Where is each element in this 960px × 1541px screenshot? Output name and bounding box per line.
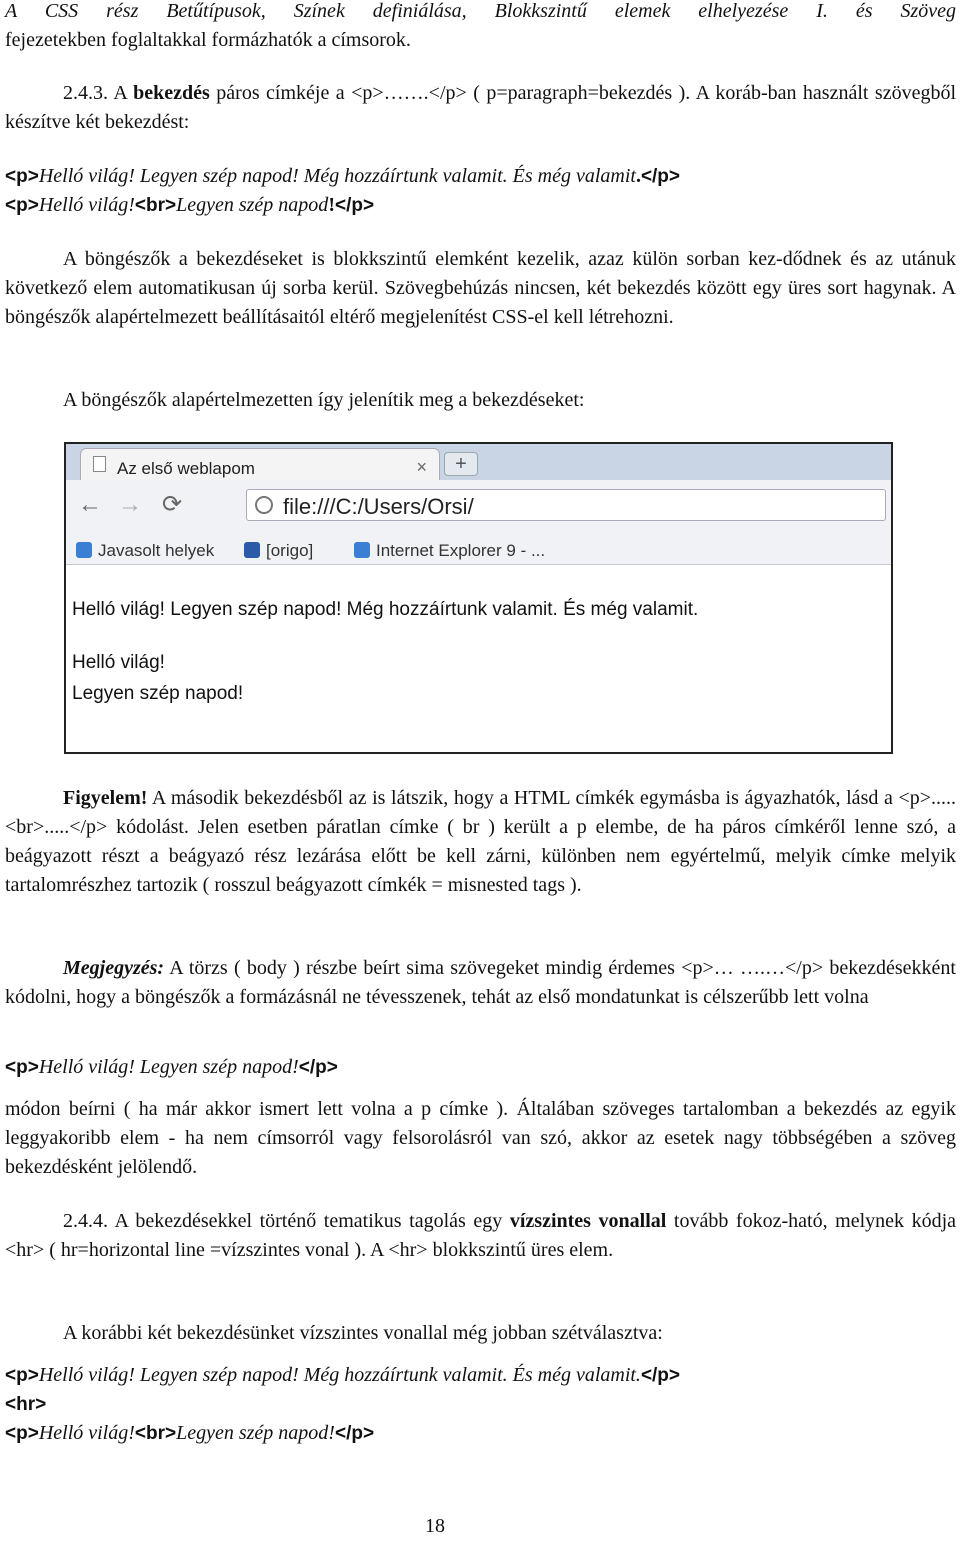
p-open-tag: <p> (5, 195, 39, 216)
new-tab-button[interactable]: + (444, 452, 478, 476)
section-a: A (113, 82, 127, 104)
paragraph-modon: módon beírni ( ha már akkor ismert lett volna a p címke ). Általában szöveges tartalomban a bekezdés az egyik leggyakoribb elem - ha nem címsorról vagy felsorolásról van szó, akkor az esetek nagy többségében a szöveg bekezdésként jelölendő. (5, 1098, 956, 1178)
browser-tab[interactable] (80, 448, 440, 480)
code-block-3 (5, 1361, 956, 1448)
paragraph-blocklevel: A böngészők a bekezdéseket is blokkszintű elemként kezelik, azaz külön sorban kez-dődnek és az utánuk következő elem automatikusan új sorba kerül. Szövegbehúzás nincsen, két bekezdés között egy üres sort hagynak. A böngészők alapértelmezett beállításaitól eltérő megjelenítést CSS-el kell létrehozni. (5, 248, 956, 328)
intro-line-2: fejezetekben foglaltakkal formázhatók a címsorok. (5, 29, 411, 51)
code-line-2 (5, 191, 956, 220)
br-tag: <br> (134, 195, 177, 216)
code-text: Legyen szép napod! (176, 1422, 335, 1444)
p-open-tag: <p> (5, 1057, 39, 1078)
rendered-paragraph-1: Helló világ! Legyen szép napod! Még hozzáírtunk valamit. És még valamit. (72, 599, 699, 620)
figyelem-text: A második bekezdésből az is látszik, hogy a HTML címkék egymásba is ágyazhatók, lásd a <p>.....<br>.....</p> kódolást. Jelen esetben páratlan címke ( br ) került a p elembe, de ha páros címkéről lenne szó, a beágyazott részt a beágyazó rész lezárása előtt be kell zárni, különben nem egyértelmű, melyik címke melyik tartalomrészhez tartozik ( rosszul beágyazott címkék = misnested tags ). (5, 787, 956, 896)
ie-icon (76, 542, 92, 558)
paragraph-default-display: A böngészők alapértelmezetten így jelenítik meg a bekezdéseket: (63, 389, 585, 411)
megjegyzes-paragraph (5, 954, 956, 1012)
code-block-2 (5, 1053, 338, 1082)
bookmark-origo[interactable] (244, 536, 313, 565)
code-block-1 (5, 162, 956, 220)
origo-icon (244, 542, 260, 558)
section-2-4-3 (5, 79, 956, 137)
bookmark-javasolt[interactable] (76, 536, 214, 565)
page-number: 18 (425, 1515, 445, 1537)
page-icon (93, 456, 106, 472)
figyelem-label: Figyelem! (63, 787, 148, 809)
code-line-1 (5, 1361, 956, 1390)
bookmark-ie9[interactable] (354, 536, 545, 565)
section-keyword: bekezdés (133, 82, 210, 104)
figyelem-paragraph (5, 784, 956, 900)
code-text: Helló világ! Legyen szép napod! Még hozzáírtunk valamit. És még valamit (38, 165, 636, 187)
url-text: file:///C:/Users/Orsi/ (283, 494, 474, 519)
back-arrow-icon[interactable]: ← (78, 491, 102, 518)
forward-arrow-icon[interactable]: → (118, 491, 142, 518)
code-dot: . (635, 165, 641, 187)
p-close-tag: </p> (334, 195, 375, 216)
code-text: Helló világ! (38, 1422, 135, 1444)
section-2-4-3-text (5, 79, 956, 137)
p-close-tag: </p> (334, 1423, 375, 1444)
section-rest: páros címkéje a <p>…….</p> ( p=paragraph=bekezdés ). A koráb-ban használt szövegből készítve két bekezdést: (5, 82, 957, 133)
browser-toolbar (66, 480, 891, 528)
p-open-tag: <p> (5, 166, 39, 187)
browser-screenshot (64, 442, 893, 754)
megjegyzes-label: Megjegyzés: (63, 957, 165, 979)
intro-paragraph (5, 0, 956, 55)
code-text: Helló világ! (38, 194, 135, 216)
section-number: 2.4.3. (63, 82, 108, 104)
tab-title: Az első weblapom (117, 459, 255, 478)
megjegyzes-text-wrapper (5, 954, 956, 1012)
p-close-tag: </p> (640, 166, 681, 187)
br-tag: <br> (134, 1423, 177, 1444)
p-open-tag: <p> (5, 1365, 39, 1386)
address-bar[interactable] (246, 489, 886, 521)
section-2-4-4 (5, 1207, 956, 1265)
megjegyzes-text: A törzs ( body ) részbe beírt sima szövegeket mindig érdemes <p>… ….…</p> bekezdésekként kódolni, hogy a böngészők a formázásnál ne tévesszenek, tehát az első mondatunkat is célszerűbb lett volna (5, 957, 956, 1008)
p-close-tag: </p> (298, 1057, 338, 1078)
bookmarks-bar (66, 528, 891, 565)
section-2-4-4-keyword: vízszintes vonallal (509, 1210, 667, 1232)
browser-page-content (72, 594, 698, 709)
rendered-paragraph-2-line-2: Legyen szép napod! (72, 683, 244, 704)
section-2-4-4-after: tovább fokoz-ható, melynek kódja <hr> ( hr=horizontal line =vízszintes vonal ). A <hr> blokkszintű üres elem. (5, 1210, 957, 1261)
hr-tag: <hr> (5, 1394, 47, 1415)
bookmark-label: [origo] (266, 541, 314, 560)
section-2-4-4-text (5, 1207, 956, 1265)
code-text: Helló világ! Legyen szép napod! (38, 1056, 299, 1078)
p-close-tag: </p> (640, 1365, 681, 1386)
code-text: Helló világ! Legyen szép napod! Még hozzáírtunk valamit. És még valamit. (38, 1364, 641, 1386)
intro-line-1: A CSS rész Betűtípusok, Színek definiálása, Blokkszintű elemek elhelyezése I. és Szöveg (5, 0, 956, 22)
close-icon[interactable]: × (416, 457, 427, 477)
figyelem-text-wrapper (5, 784, 956, 900)
browser-tab-bar (66, 444, 891, 480)
reload-icon[interactable]: ⟳ (162, 491, 183, 518)
rendered-paragraph-2-line-1: Helló világ! (72, 652, 165, 673)
code-line-1 (5, 162, 956, 191)
code-text: Legyen szép napod (176, 194, 329, 216)
globe-icon (255, 496, 273, 514)
code-line-2 (5, 1390, 956, 1419)
code-line-3 (5, 1419, 956, 1448)
bookmark-label: Javasolt helyek (98, 541, 215, 560)
paragraph-korabbi: A korábbi két bekezdésünket vízszintes vonallal még jobban szétválasztva: (63, 1322, 663, 1344)
bookmark-label: Internet Explorer 9 - ... (376, 541, 546, 560)
ie-icon (354, 542, 370, 558)
code-excl: ! (328, 194, 335, 216)
p-open-tag: <p> (5, 1423, 39, 1444)
section-2-4-4-before: 2.4.4. A bekezdésekkel történő tematikus tagolás egy (63, 1210, 503, 1232)
